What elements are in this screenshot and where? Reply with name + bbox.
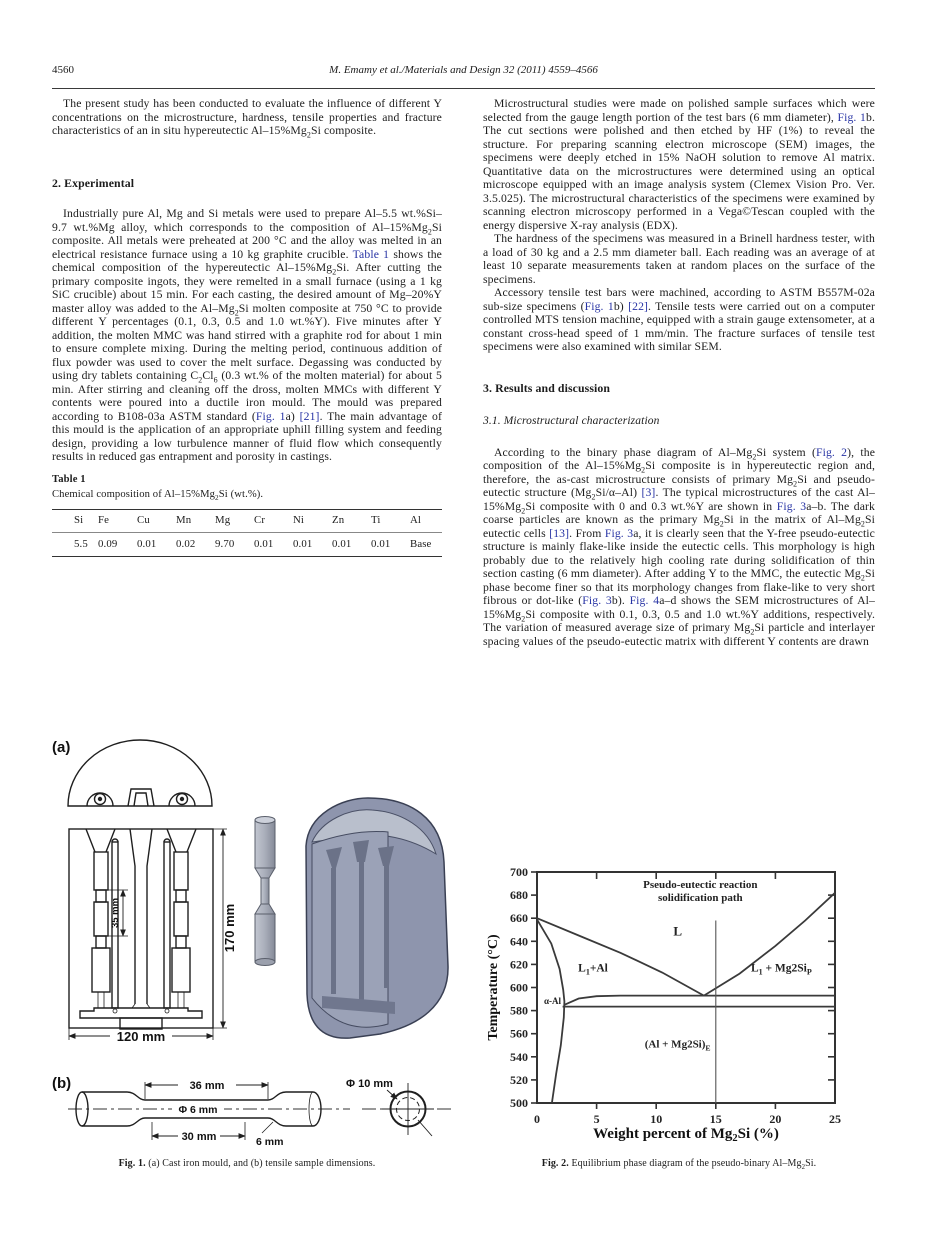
table-1-data-row [52, 533, 442, 557]
cell: 0.01 [371, 537, 391, 550]
section-2-heading: 2. Experimental [52, 175, 135, 190]
svg-text:700: 700 [510, 865, 528, 879]
svg-text:L: L [673, 923, 682, 939]
x-axis-title: Weight percent of $Mg_2Si$ (%) [593, 1126, 779, 1144]
dim-30mm: 30 mm [181, 1131, 217, 1143]
page-header [52, 64, 875, 84]
table-1 [52, 509, 442, 557]
svg-text:640: 640 [510, 934, 528, 949]
citation-link[interactable]: Fig. 1 [837, 110, 866, 124]
figure1-caption-label: Fig. 1. [118, 1158, 146, 1169]
dim-6mm: 6 mm [256, 1136, 284, 1148]
panel-a-label: (a) [52, 739, 71, 756]
cell: 0.01 [332, 537, 352, 550]
svg-text:(Al + Mg2Si)E: $(Al + Mg2Si)_E$ [644, 1038, 711, 1053]
col-header: Cu [130, 509, 169, 533]
citation-link[interactable]: [21] [299, 409, 320, 423]
left-column [52, 97, 442, 557]
citation-link[interactable]: [13] [549, 526, 570, 540]
col-header: Ti [364, 509, 403, 533]
svg-text:680: 680 [510, 888, 528, 903]
dim-phi6mm: Φ 6 mm [178, 1104, 218, 1116]
figure1-caption-text: (a) Cast iron mould, and (b) tensile sample dimensions. [145, 1158, 376, 1169]
svg-text:600: 600 [510, 980, 528, 995]
svg-text:540: 540 [510, 1049, 528, 1064]
svg-text:L1 + Mg2SiP: $L_1 + Mg2Si_P$ [750, 962, 812, 977]
svg-text:0: 0 [534, 1112, 540, 1126]
figure2-phase-diagram [483, 851, 875, 1151]
table-1-caption: Chemical composition of $Al-15\%Mg_2Si$ (wt.%). [52, 489, 264, 503]
citation-link[interactable]: Table 1 [352, 247, 390, 261]
table-1-header-row [52, 509, 442, 533]
cell: 0.01 [254, 537, 274, 550]
experimental-paragraph: Industrially pure Al, Mg and Si metals were used to prepare Al–5.5 wt.%Si–9.7 wt.%Mg alloy, which corresponds to the composition of $Al-15\%Mg_2Si$ composite. All metals were preheated at 200 °C and the alloy was melted in an electrical resistance furnace using a 10 kg graphite crucible. Table 1 shows the chemical composition of the hypereutectic $Al-15\%Mg_2Si$. After cutting the primary composite ingots, they were remelted in a small furnace (using a 1 kg SiC crucible) about 15 min. For each casting, the desired amount of Mg–20%Y master alloy was added to the $Al-Mg_2Si$ molten composite at 750 °C to provide different Y percentages (0.1, 0.3, 0.5 and 1.0 wt.%Y). Five minutes after Y addition, the molten MMC was hand stirred with a graphite rod for about 1 min to ensure complete mixing. During the melting period, continuous addition of flux powder was used to cover the melt surface. Degassing was conducted by using dry tablets containing $C_2Cl_6$ (0.3 wt.% of the molten material) for about 5 min. After stirring and cleaning off the dross, molten MMCs with different Y contents were poured into a ductile iron mould. The mould was prepared according to B108-03a ASTM standard (Fig. 1a) [21]. The main advantage of this mould is the application of an appropriate uphill filling system and feeding design, providing a low turbulence manner of fluid flow which consequently results in reduced gas entrapment and porosity in castings. [52, 207, 443, 463]
svg-text:5: 5 [593, 1112, 600, 1126]
plot-border [537, 872, 835, 1103]
intro-paragraph: The present study has been conducted to evaluate the influence of different Y concentrations on the microstructure, hardness, tensile properties and fracture characteristics of an in situ hypereutectic $Al-15\%Mg_2Si$ composite. [52, 97, 442, 140]
svg-text:620: 620 [510, 957, 528, 972]
mould-3d-cutaway [306, 798, 448, 1038]
section-3-heading: 3. Results and discussion [483, 380, 611, 395]
section-3-1-heading: 3.1. Microstructural characterization [483, 415, 660, 427]
svg-text:520: 520 [510, 1072, 528, 1087]
col-header: Fe [91, 509, 130, 533]
dim-phi10mm: Φ 10 mm [346, 1078, 393, 1090]
y-axis-title: Temperature (°C) [486, 934, 501, 1041]
mould-top-view [68, 740, 212, 806]
svg-text:α-Al: α-Al [543, 996, 562, 1007]
figure2-caption-text: Equilibrium phase diagram of the pseudo-binary $Al-Mg_2Si$. [568, 1158, 817, 1171]
svg-text:560: 560 [510, 1026, 528, 1041]
svg-text:580: 580 [510, 1003, 528, 1018]
tensile-paragraph: Accessory tensile test bars were machined, according to ASTM B557M-02a sub-size specimens (Fig. 1b) [22]. Tensile tests were carried out on a computer controlled MTS tension machine, equipped with a strain gauge extensometer, at a constant cross-head speed of 1 mm/min. The fracture surfaces of tensile test specimens were also examined with similar SEM. [483, 286, 875, 353]
dim-120mm: 120 mm [116, 1029, 166, 1044]
svg-text:10: 10 [650, 1112, 663, 1126]
dim-35mm: 35 mm [110, 897, 121, 929]
citation-link[interactable]: Fig. 1 [584, 299, 614, 313]
right-column [483, 97, 875, 648]
cast-specimen [255, 817, 275, 966]
cell: 0.01 [293, 537, 313, 550]
running-head: M. Emamy et al./Materials and Design 32 (2011) 4559–4566 [329, 64, 598, 76]
citation-link[interactable]: Fig. 2 [815, 445, 848, 459]
svg-text:Pseudo-eutectic reaction: Pseudo-eutectic reaction [643, 879, 758, 892]
table-1-label: Table 1 [52, 473, 86, 485]
page-number: 4560 [52, 64, 74, 76]
svg-text:15: 15 [709, 1112, 722, 1126]
col-header: Cr [247, 509, 286, 533]
citation-link[interactable]: Fig. 3 [604, 526, 634, 540]
cell: 5.5 [74, 537, 88, 550]
col-header: Mn [169, 509, 208, 533]
svg-text:L1+Al: $L_1+Al$ [578, 962, 608, 977]
dim-36mm: 36 mm [189, 1080, 225, 1092]
microstructural-paragraph: Microstructural studies were made on polished sample surfaces which were selected from the gauge length portion of the test bars (6 mm diameter), Fig. 1b. The cut sections were polished and then etched by HF (1%) to reveal the structure. For preparing scanning electron microscope (SEM) images, the specimens were deeply etched in 15% NaOH solution to remove Al matrix. Quantitative data on the microstructures were determined using an optical microscope equipped with an image analysis system (Clemex Vision Pro. Ver. 3.5.025). The microstructural characteristics of the specimens were examined by scanning electron microscopy performed in a Vega©Tescan coupled with the energy dispersive X-ray analysis (EDX). [483, 97, 875, 232]
col-header: Zn [325, 509, 364, 533]
figure2-caption-label: Fig. 2. [541, 1158, 569, 1169]
dim-170mm: 170 mm [222, 903, 237, 953]
citation-link[interactable]: Fig. 4 [629, 594, 660, 607]
results-paragraph: According to the binary phase diagram of $Al-Mg_2Si$ system (Fig. 2), the composition of the $Al-15\%Mg_2Si$ composite is in hypereutectic region and, therefore, the as-cast microstructure consists of primary $Mg_2Si$ and pseudo-eutectic structure $(Mg_2Si/\alpha-Al)$ [3]. The typical microstructures of the cast $Al-15\%Mg_2Si$ composite with 0 and 0.3 wt.%Y are shown in Fig. 3a–b. The dark coarse particles are known as the primary $Mg_2Si$ in the matrix of $Al-Mg_2Si$ eutectic cells [13]. From Fig. 3a, it is clearly seen that the Y-free pseudo-eutectic structure is mainly flake-like inside the eutectic cells. This morphology is high probably due to the relatively high cooling rate during solidification of thin section casting (6 mm diameter). After adding Y to the MMC, the eutectic $Mg_2Si$ phase become finer so that its morphology changes from flake-like to very short fibrous or dot-like (Fig. 3b). Fig. 4a–d shows the SEM microstructures of $Al-15\%Mg_2Si$ composite with 0.1, 0.3, 0.5 and 1.0 wt.%Y additions, respectively. The variation of measured average size of primary $Mg_2Si$ particle and interlayer spacing values of the pseudo-eutectic matrix with different Y contents are drawn [483, 445, 876, 648]
table-1-block [52, 473, 442, 557]
col-header: Ni [286, 509, 325, 533]
figure1-caption [52, 1158, 442, 1169]
cell: 0.02 [176, 537, 196, 550]
citation-link[interactable]: [22] [628, 299, 649, 313]
col-header: Mg [208, 509, 247, 533]
svg-text:20: 20 [769, 1112, 782, 1126]
mould-front-view [69, 829, 213, 1029]
figure2-caption [483, 1158, 875, 1169]
figure1-mould-drawing [50, 726, 462, 1162]
col-header: Si [52, 509, 91, 533]
hardness-paragraph: The hardness of the specimens was measured in a Brinell hardness tester, with a load of 30 kg and a 2.5 mm diameter ball. Each reading was an average of at least 10 separate measurements taken at random places on the surface of the specimens. [483, 232, 875, 286]
citation-link[interactable]: Fig. 3 [776, 499, 807, 513]
svg-text:500: 500 [510, 1096, 528, 1110]
svg-text:660: 660 [510, 911, 528, 926]
cell: 0.09 [98, 537, 118, 550]
cell: 0.01 [137, 537, 157, 550]
cell: 9.70 [215, 537, 235, 550]
citation-link[interactable]: Fig. 3 [582, 594, 612, 607]
header-rule [52, 88, 875, 89]
cell: Base [410, 537, 432, 550]
svg-text:solidification path: solidification path [657, 892, 743, 905]
svg-text:25: 25 [829, 1112, 841, 1126]
citation-link[interactable]: [3] [641, 486, 656, 499]
citation-link[interactable]: Fig. 1 [255, 409, 286, 423]
panel-b-label: (b) [52, 1075, 72, 1092]
col-header: Al [403, 509, 442, 533]
tensile-sample-drawing [68, 1078, 452, 1148]
